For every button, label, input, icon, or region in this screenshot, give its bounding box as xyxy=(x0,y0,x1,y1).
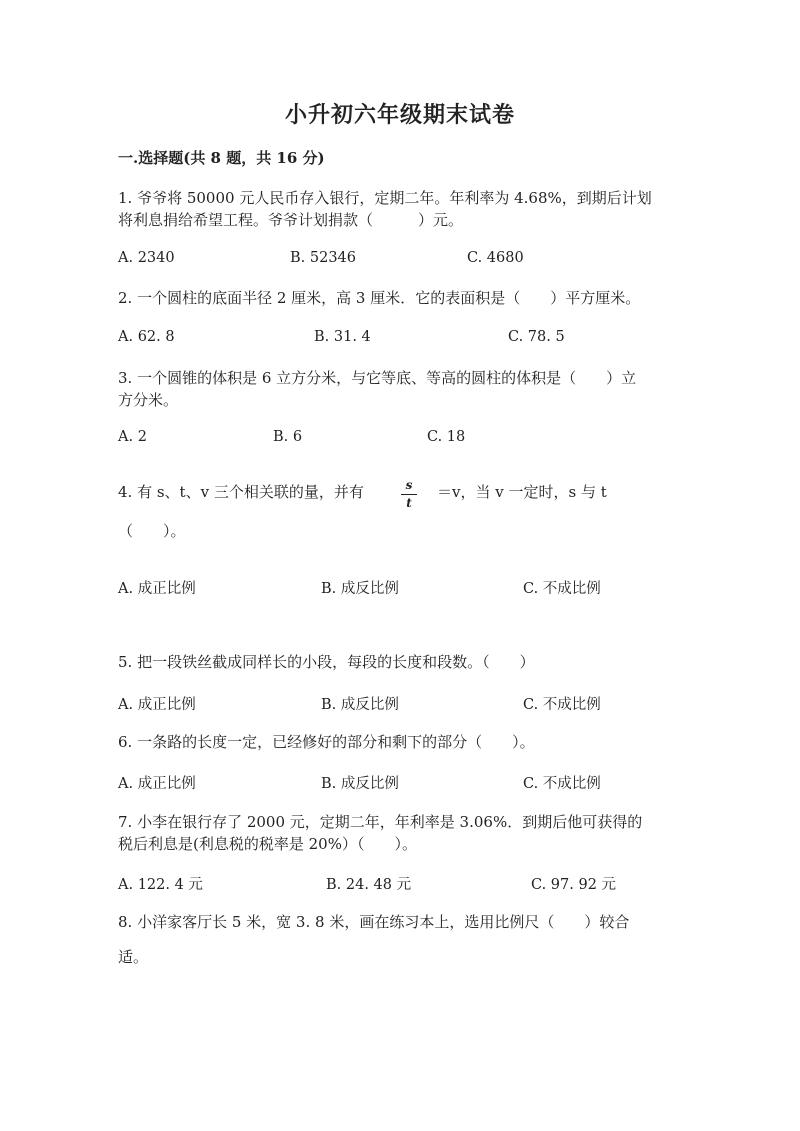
question-1-line-2: 将利息捐给希望工程。爷爷计划捐款（ ）元。 xyxy=(118,211,464,229)
question-7-option-c: C. 97. 92 元 xyxy=(531,877,617,893)
question-4-line-1-start: 4. 有 s、t、v 三个相关联的量，并有 xyxy=(118,483,364,501)
question-3-option-b: B. 6 xyxy=(273,429,303,445)
question-4-line-2: （ ）。 xyxy=(118,522,186,540)
page-title: 小升初六年级期末试卷 xyxy=(284,102,515,128)
question-4-option-b: B. 成反比例 xyxy=(321,581,399,597)
question-4-line-1-end: ＝v，当 v 一定时，s 与 t xyxy=(437,483,607,501)
question-3-line-1: 3. 一个圆锥的体积是 6 立方分米，与它等底、等高的圆柱的体积是（ ）立 xyxy=(118,369,637,387)
question-4-option-c: C. 不成比例 xyxy=(523,581,601,597)
question-7-option-a: A. 122. 4 元 xyxy=(118,877,203,893)
question-8-line-2: 适。 xyxy=(118,948,149,966)
question-2-line-1: 2. 一个圆柱的底面半径 2 厘米，高 3 厘米．它的表面积是（ ）平方厘米。 xyxy=(118,289,641,307)
fraction-numerator: s xyxy=(405,478,413,492)
section-heading: 一.选择题(共 8 题，共 16 分) xyxy=(118,149,325,167)
question-1-option-b: B. 52346 xyxy=(290,250,357,266)
fraction-denominator: t xyxy=(406,496,412,510)
question-2-option-c: C. 78. 5 xyxy=(508,329,565,345)
question-5-line-1: 5. 把一段铁丝截成同样长的小段，每段的长度和段数。（ ） xyxy=(118,653,535,671)
question-3-option-c: C. 18 xyxy=(427,429,466,445)
question-8-line-1: 8. 小洋家客厅长 5 米，宽 3. 8 米，画在练习本上，选用比例尺（ ）较合 xyxy=(118,913,630,931)
question-2-option-b: B. 31. 4 xyxy=(314,329,371,345)
question-7-option-b: B. 24. 48 元 xyxy=(326,877,412,893)
fraction-bar xyxy=(401,494,417,495)
question-5-option-b: B. 成反比例 xyxy=(321,697,399,713)
question-3-line-2: 方分米。 xyxy=(118,391,179,409)
question-1-line-1: 1. 爷爷将 50000 元人民币存入银行，定期二年。年利率为 4.68%，到期后计划 xyxy=(118,189,652,207)
question-5-option-c: C. 不成比例 xyxy=(523,697,601,713)
question-3-option-a: A. 2 xyxy=(118,429,147,445)
question-6-option-a: A. 成正比例 xyxy=(118,776,196,792)
question-4-option-a: A. 成正比例 xyxy=(118,581,196,597)
question-6-option-c: C. 不成比例 xyxy=(523,776,601,792)
question-7-line-1: 7. 小李在银行存了 2000 元，定期二年，年利率是 3.06%．到期后他可获得的 xyxy=(118,813,643,831)
question-1-option-a: A. 2340 xyxy=(118,250,175,266)
question-7-line-2: 税后利息是(利息税的税率是 20%）（ ）。 xyxy=(118,835,417,853)
fraction-s-over-t xyxy=(401,478,417,511)
question-2-option-a: A. 62. 8 xyxy=(118,329,175,345)
question-5-option-a: A. 成正比例 xyxy=(118,697,196,713)
question-1-option-c: C. 4680 xyxy=(467,250,524,266)
question-6-option-b: B. 成反比例 xyxy=(321,776,399,792)
question-6-line-1: 6. 一条路的长度一定，已经修好的部分和剩下的部分（ ）。 xyxy=(118,733,535,751)
